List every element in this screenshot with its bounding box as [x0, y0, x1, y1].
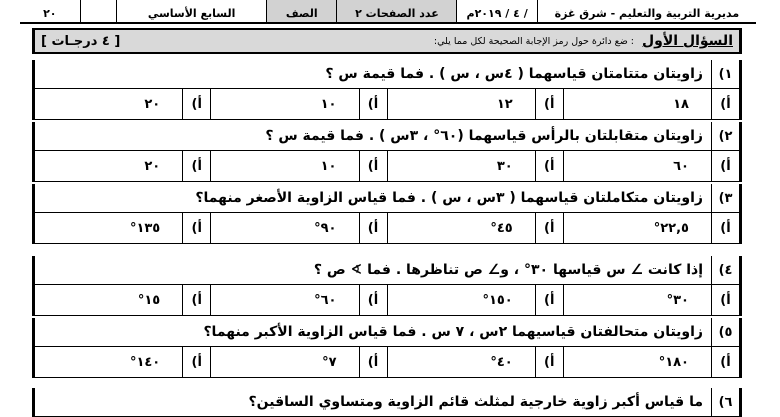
answer-option[interactable] [35, 285, 210, 315]
option-letter: أ) [182, 213, 210, 243]
option-letter: أ) [535, 213, 563, 243]
answer-row [35, 347, 739, 377]
option-letter: أ) [711, 347, 739, 377]
option-value: ٣٠° [666, 292, 689, 308]
question-block [32, 60, 742, 120]
option-letter: أ) [711, 285, 739, 315]
answer-row [35, 89, 739, 119]
option-value: ٤٥° [490, 220, 513, 236]
option-letter: أ) [535, 347, 563, 377]
question-row [35, 60, 739, 89]
option-value: ١٢ [496, 96, 513, 112]
question-text: إذا كانت ∠ س قياسها ٣٠° ، و∠ ص تناظرها . فما ∢ ص ؟ [313, 262, 703, 278]
question-text: ما قياس أكبر زاوية خارجية لمثلث قائم الزاوية ومتساوي الساقين؟ [248, 394, 703, 410]
answer-row [35, 151, 739, 181]
header-grade-label: الصف [266, 0, 336, 22]
answer-option[interactable] [210, 151, 386, 181]
option-value: ٣٠ [496, 158, 513, 174]
option-value: ٢٠ [144, 96, 161, 112]
question-text: زاويتان متحالفتان قياسيهما ٢س ، ٧ س . فما قياس الزاوية الأكبر منهما؟ [203, 324, 703, 340]
answer-option[interactable] [387, 213, 563, 243]
question-number: ١) [711, 60, 739, 88]
question-text: زاويتان متقابلتان بالرأس قياسهما (٦٠° ، ٣س ) . فما قيمة س ؟ [265, 128, 703, 144]
header-date: / ٤ / ٢٠١٩م [456, 0, 536, 22]
header-strip [20, 0, 756, 24]
question-block [32, 122, 742, 182]
question-block [32, 184, 742, 244]
question-block [32, 388, 742, 417]
option-letter: أ) [711, 151, 739, 181]
answer-option[interactable] [387, 89, 563, 119]
question-row [35, 388, 739, 416]
answer-option[interactable] [563, 347, 739, 377]
question-row [35, 318, 739, 347]
answer-option[interactable] [210, 213, 386, 243]
question-number: ٣) [711, 184, 739, 212]
option-value: ١٤٠° [129, 354, 161, 370]
answer-option[interactable] [387, 151, 563, 181]
answer-option[interactable] [387, 347, 563, 377]
option-value: ١٠ [320, 158, 337, 174]
option-letter: أ) [182, 151, 210, 181]
option-value: ٦٠° [314, 292, 337, 308]
question-number: ٦) [711, 388, 739, 416]
answer-option[interactable] [563, 285, 739, 315]
option-value: ٩٠° [314, 220, 337, 236]
option-value: ١٨٠° [658, 354, 689, 370]
option-letter: أ) [711, 89, 739, 119]
option-value: ٢٠ [144, 158, 161, 174]
section-title: السؤال الأول [642, 33, 733, 49]
question-number: ٢) [711, 122, 739, 150]
question-row [35, 256, 739, 285]
answer-row [35, 285, 739, 315]
option-letter: أ) [182, 89, 210, 119]
option-letter: أ) [359, 151, 387, 181]
option-value: ٢٢,٥° [653, 220, 689, 236]
answer-option[interactable] [563, 89, 739, 119]
section-title-bar [32, 28, 742, 54]
option-letter: أ) [359, 213, 387, 243]
answer-option[interactable] [35, 89, 210, 119]
question-block [32, 256, 742, 316]
answer-option[interactable] [387, 285, 563, 315]
option-letter: أ) [711, 213, 739, 243]
option-letter: أ) [359, 347, 387, 377]
option-letter: أ) [182, 347, 210, 377]
answer-option[interactable] [35, 151, 210, 181]
option-value: ١٣٥° [129, 220, 161, 236]
option-value: ٦٠ [673, 158, 689, 174]
option-value: ٤٠° [490, 354, 513, 370]
option-letter: أ) [535, 285, 563, 315]
question-number: ٤) [711, 256, 739, 284]
header-blank [80, 0, 117, 22]
question-row [35, 184, 739, 213]
answer-option[interactable] [210, 285, 386, 315]
header-grade: السابع الأساسي [116, 0, 266, 22]
question-number: ٥) [711, 318, 739, 346]
header-pages: عدد الصفحات ٢ [336, 0, 456, 22]
question-text: زاويتان متكاملتان قياسهما ( ٣س ، س ) . فما قياس الزاوية الأصغر منهما؟ [195, 190, 703, 206]
worksheet [20, 0, 756, 410]
option-letter: أ) [535, 151, 563, 181]
header-total: ٢٠ [43, 7, 57, 20]
question-text: زاويتان متتامتان قياسهما ( ٤س ، س ) . فما قيمة س ؟ [325, 66, 703, 82]
answer-row [35, 213, 739, 243]
option-letter: أ) [359, 89, 387, 119]
option-letter: أ) [535, 89, 563, 119]
answer-option[interactable] [35, 213, 210, 243]
answer-option[interactable] [210, 347, 386, 377]
header-directorate: مديرية التربية والتعليم - شرق غزة [537, 0, 756, 22]
section-instruction: : ضع دائرة حول رمز الإجابة الصحيحة لكل مما يلي: [433, 35, 635, 47]
option-value: ١٥° [137, 292, 161, 308]
option-value: ١٨ [673, 96, 689, 112]
question-block [32, 318, 742, 378]
question-row [35, 122, 739, 151]
answer-option[interactable] [210, 89, 386, 119]
option-value: ٧° [322, 354, 337, 370]
option-letter: أ) [359, 285, 387, 315]
option-letter: أ) [182, 285, 210, 315]
section-marks: [ ٤ درجـات ] [41, 33, 121, 49]
option-value: ١٠ [320, 96, 337, 112]
answer-option[interactable] [563, 151, 739, 181]
option-value: ١٥٠° [482, 292, 513, 308]
answer-option[interactable] [563, 213, 739, 243]
answer-option[interactable] [35, 347, 210, 377]
